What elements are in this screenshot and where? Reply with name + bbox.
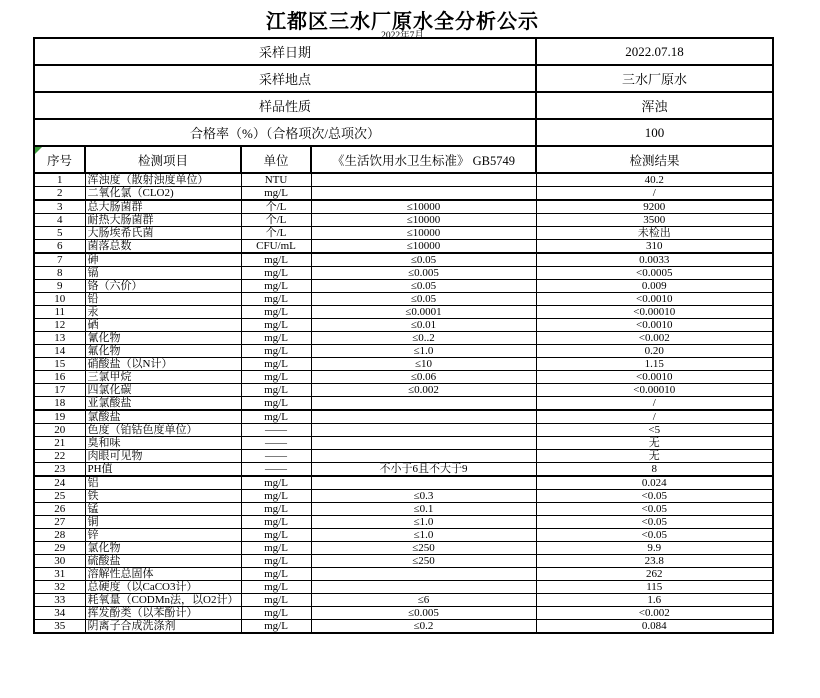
table-row (34, 424, 773, 437)
table-row (34, 280, 773, 293)
standard-cell (311, 173, 536, 187)
standard-cell: ≤1.0 (311, 516, 536, 529)
result-cell: / (536, 397, 773, 411)
row-index-cell: 32 (34, 581, 85, 594)
item-cell: 四氯化碳 (85, 384, 241, 397)
standard-cell (311, 187, 536, 201)
result-cell: <0.0010 (536, 371, 773, 384)
info-value: 浑浊 (536, 92, 773, 119)
page-subtitle: 2022年7月 (381, 31, 424, 41)
row-index-cell: 30 (34, 555, 85, 568)
unit-cell: mg/L (241, 555, 311, 568)
unit-cell: —— (241, 450, 311, 463)
item-cell: 浑浊度（散射浊度单位） (85, 173, 241, 187)
standard-cell: ≤10000 (311, 214, 536, 227)
row-index-cell: 14 (34, 345, 85, 358)
result-cell: <0.002 (536, 332, 773, 345)
result-cell: 23.8 (536, 555, 773, 568)
table-row (34, 410, 773, 424)
row-index-cell: 19 (34, 410, 85, 424)
info-row-sample-nature (34, 92, 773, 119)
standard-cell: ≤0.2 (311, 620, 536, 634)
table-row (34, 620, 773, 634)
result-cell: 0.024 (536, 476, 773, 490)
unit-cell: mg/L (241, 280, 311, 293)
table-row (34, 371, 773, 384)
table-row (34, 306, 773, 319)
result-cell: / (536, 410, 773, 424)
table-row (34, 214, 773, 227)
row-index-cell: 3 (34, 200, 85, 214)
table-row (34, 594, 773, 607)
standard-cell (311, 476, 536, 490)
row-index-cell: 18 (34, 397, 85, 411)
info-row-pass-rate (34, 119, 773, 146)
result-cell: <0.0010 (536, 293, 773, 306)
item-cell: 臭和味 (85, 437, 241, 450)
row-index-cell: 11 (34, 306, 85, 319)
table-row (34, 516, 773, 529)
result-cell: 1.6 (536, 594, 773, 607)
column-header-row (34, 146, 773, 173)
table-row (34, 450, 773, 463)
unit-cell: mg/L (241, 293, 311, 306)
unit-cell: —— (241, 463, 311, 477)
item-cell: 氯化物 (85, 542, 241, 555)
row-index-cell: 9 (34, 280, 85, 293)
info-value: 三水厂原水 (536, 65, 773, 92)
standard-cell: ≤250 (311, 555, 536, 568)
standard-cell: ≤10000 (311, 200, 536, 214)
table-row (34, 187, 773, 201)
item-cell: 硒 (85, 319, 241, 332)
item-cell: 菌落总数 (85, 240, 241, 254)
item-cell: 铅 (85, 293, 241, 306)
unit-cell: mg/L (241, 476, 311, 490)
standard-cell: ≤1.0 (311, 529, 536, 542)
unit-cell: mg/L (241, 253, 311, 267)
info-label: 采样日期 (34, 38, 536, 65)
result-cell: <0.05 (536, 516, 773, 529)
item-cell: 铜 (85, 516, 241, 529)
row-index-cell: 15 (34, 358, 85, 371)
unit-cell: mg/L (241, 542, 311, 555)
row-index-cell: 35 (34, 620, 85, 634)
excel-corner-flag-icon (35, 147, 42, 154)
standard-cell: ≤0.05 (311, 293, 536, 306)
col-header-item: 检测项目 (85, 146, 241, 173)
standard-cell: ≤0.005 (311, 607, 536, 620)
unit-cell: —— (241, 437, 311, 450)
col-header-result: 检测结果 (536, 146, 773, 173)
unit-cell: mg/L (241, 319, 311, 332)
info-value: 2022.07.18 (536, 38, 773, 65)
unit-cell: mg/L (241, 306, 311, 319)
row-index-cell: 5 (34, 227, 85, 240)
row-index-cell: 23 (34, 463, 85, 477)
row-index-cell: 10 (34, 293, 85, 306)
unit-cell: mg/L (241, 384, 311, 397)
item-cell: 溶解性总固体 (85, 568, 241, 581)
standard-cell: ≤10000 (311, 240, 536, 254)
standard-cell (311, 397, 536, 411)
table-row (34, 358, 773, 371)
result-cell: 无 (536, 450, 773, 463)
standard-cell: ≤10 (311, 358, 536, 371)
unit-cell: mg/L (241, 620, 311, 634)
item-cell: 锰 (85, 503, 241, 516)
table-row (34, 463, 773, 477)
result-cell: 0.084 (536, 620, 773, 634)
unit-cell: mg/L (241, 332, 311, 345)
standard-cell: ≤0.0001 (311, 306, 536, 319)
info-row-sample-date (34, 38, 773, 65)
item-cell: PH值 (85, 463, 241, 477)
item-cell: 总硬度（以CaCO3计） (85, 581, 241, 594)
result-cell: 3500 (536, 214, 773, 227)
result-cell: 无 (536, 437, 773, 450)
standard-cell: ≤0.1 (311, 503, 536, 516)
table-row (34, 476, 773, 490)
result-cell: <5 (536, 424, 773, 437)
row-index-cell: 25 (34, 490, 85, 503)
item-cell: 阴离子合成洗涤剂 (85, 620, 241, 634)
standard-cell (311, 450, 536, 463)
result-cell: 9200 (536, 200, 773, 214)
table-row (34, 542, 773, 555)
standard-cell: 不小于6且不大于9 (311, 463, 536, 477)
item-cell: 汞 (85, 306, 241, 319)
result-cell: 310 (536, 240, 773, 254)
row-index-cell: 2 (34, 187, 85, 201)
row-index-cell: 33 (34, 594, 85, 607)
unit-cell: mg/L (241, 594, 311, 607)
row-index-cell: 6 (34, 240, 85, 254)
standard-cell: ≤0.06 (311, 371, 536, 384)
unit-cell: mg/L (241, 607, 311, 620)
item-cell: 氟化物 (85, 345, 241, 358)
unit-cell: mg/L (241, 410, 311, 424)
page-title: 江都区三水厂原水全分析公示 (266, 11, 539, 33)
standard-cell: ≤1.0 (311, 345, 536, 358)
table-row (34, 397, 773, 411)
item-cell: 铝 (85, 476, 241, 490)
result-cell: 0.20 (536, 345, 773, 358)
row-index-cell: 28 (34, 529, 85, 542)
table-row (34, 240, 773, 254)
item-cell: 挥发酚类（以苯酚计） (85, 607, 241, 620)
unit-cell: mg/L (241, 371, 311, 384)
result-cell: / (536, 187, 773, 201)
unit-cell: mg/L (241, 581, 311, 594)
col-header-index (34, 146, 85, 173)
row-index-cell: 20 (34, 424, 85, 437)
col-header-unit: 单位 (241, 146, 311, 173)
table-row (34, 607, 773, 620)
item-cell: 铬（六价） (85, 280, 241, 293)
info-label: 采样地点 (34, 65, 536, 92)
item-cell: 耐热大肠菌群 (85, 214, 241, 227)
result-cell: <0.0010 (536, 319, 773, 332)
table-row (34, 529, 773, 542)
table-row (34, 490, 773, 503)
result-cell: 未检出 (536, 227, 773, 240)
standard-cell: ≤6 (311, 594, 536, 607)
table-row (34, 227, 773, 240)
result-cell: <0.05 (536, 529, 773, 542)
col-header-label: 序号 (46, 153, 72, 168)
unit-cell: mg/L (241, 358, 311, 371)
item-cell: 肉眼可见物 (85, 450, 241, 463)
result-cell: 262 (536, 568, 773, 581)
item-cell: 二氧化氯（CLO2) (85, 187, 241, 201)
item-cell: 锌 (85, 529, 241, 542)
unit-cell: mg/L (241, 503, 311, 516)
table-row (34, 384, 773, 397)
result-cell: <0.0005 (536, 267, 773, 280)
result-cell: <0.05 (536, 503, 773, 516)
item-cell: 大肠埃希氏菌 (85, 227, 241, 240)
item-cell: 氰化物 (85, 332, 241, 345)
standard-cell: ≤0.005 (311, 267, 536, 280)
item-cell: 耗氧量（CODMn法，以O2计） (85, 594, 241, 607)
table-row (34, 345, 773, 358)
row-index-cell: 22 (34, 450, 85, 463)
table-row (34, 253, 773, 267)
standard-cell (311, 424, 536, 437)
row-index-cell: 17 (34, 384, 85, 397)
row-index-cell: 1 (34, 173, 85, 187)
result-cell: 9.9 (536, 542, 773, 555)
info-label: 合格率（%）（合格项次/总项次） (34, 119, 536, 146)
row-index-cell: 29 (34, 542, 85, 555)
unit-cell: mg/L (241, 267, 311, 280)
unit-cell: —— (241, 424, 311, 437)
result-cell: 0.009 (536, 280, 773, 293)
result-cell: <0.002 (536, 607, 773, 620)
unit-cell: mg/L (241, 397, 311, 411)
result-cell: 40.2 (536, 173, 773, 187)
table-row (34, 319, 773, 332)
unit-cell: 个/L (241, 200, 311, 214)
unit-cell: NTU (241, 173, 311, 187)
table-row (34, 267, 773, 280)
table-row (34, 173, 773, 187)
standard-cell (311, 410, 536, 424)
info-value: 100 (536, 119, 773, 146)
row-index-cell: 4 (34, 214, 85, 227)
standard-cell: ≤250 (311, 542, 536, 555)
standard-cell: ≤0..2 (311, 332, 536, 345)
item-cell: 硝酸盐（以N计） (85, 358, 241, 371)
unit-cell: mg/L (241, 187, 311, 201)
item-cell: 色度（铂钴色度单位） (85, 424, 241, 437)
row-index-cell: 34 (34, 607, 85, 620)
item-cell: 硫酸盐 (85, 555, 241, 568)
row-index-cell: 16 (34, 371, 85, 384)
standard-cell: ≤0.05 (311, 253, 536, 267)
row-index-cell: 31 (34, 568, 85, 581)
item-cell: 总大肠菌群 (85, 200, 241, 214)
item-cell: 亚氯酸盐 (85, 397, 241, 411)
row-index-cell: 21 (34, 437, 85, 450)
analysis-table (33, 37, 774, 634)
item-cell: 氯酸盐 (85, 410, 241, 424)
table-row (34, 332, 773, 345)
standard-cell (311, 581, 536, 594)
unit-cell: mg/L (241, 529, 311, 542)
standard-cell (311, 568, 536, 581)
row-index-cell: 12 (34, 319, 85, 332)
row-index-cell: 24 (34, 476, 85, 490)
info-label: 样品性质 (34, 92, 536, 119)
table-row (34, 200, 773, 214)
unit-cell: mg/L (241, 345, 311, 358)
standard-cell: ≤10000 (311, 227, 536, 240)
col-header-standard: 《生活饮用水卫生标准》 GB5749 (311, 146, 536, 173)
unit-cell: mg/L (241, 516, 311, 529)
row-index-cell: 7 (34, 253, 85, 267)
standard-cell: ≤0.05 (311, 280, 536, 293)
table-row (34, 293, 773, 306)
result-cell: 115 (536, 581, 773, 594)
unit-cell: mg/L (241, 490, 311, 503)
unit-cell: 个/L (241, 214, 311, 227)
table-row (34, 568, 773, 581)
row-index-cell: 8 (34, 267, 85, 280)
standard-cell: ≤0.3 (311, 490, 536, 503)
row-index-cell: 13 (34, 332, 85, 345)
table-row (34, 581, 773, 594)
data-rows (34, 173, 773, 633)
row-index-cell: 26 (34, 503, 85, 516)
table-row (34, 503, 773, 516)
result-cell: 8 (536, 463, 773, 477)
table-row (34, 437, 773, 450)
standard-cell (311, 437, 536, 450)
result-cell: <0.00010 (536, 384, 773, 397)
table-row (34, 555, 773, 568)
item-cell: 砷 (85, 253, 241, 267)
unit-cell: CFU/mL (241, 240, 311, 254)
standard-cell: ≤0.01 (311, 319, 536, 332)
item-cell: 铁 (85, 490, 241, 503)
item-cell: 三氯甲烷 (85, 371, 241, 384)
info-row-sample-location (34, 65, 773, 92)
unit-cell: 个/L (241, 227, 311, 240)
unit-cell: mg/L (241, 568, 311, 581)
result-cell: 1.15 (536, 358, 773, 371)
result-cell: <0.05 (536, 490, 773, 503)
item-cell: 镉 (85, 267, 241, 280)
standard-cell: ≤0.002 (311, 384, 536, 397)
result-cell: <0.00010 (536, 306, 773, 319)
row-index-cell: 27 (34, 516, 85, 529)
result-cell: 0.0033 (536, 253, 773, 267)
